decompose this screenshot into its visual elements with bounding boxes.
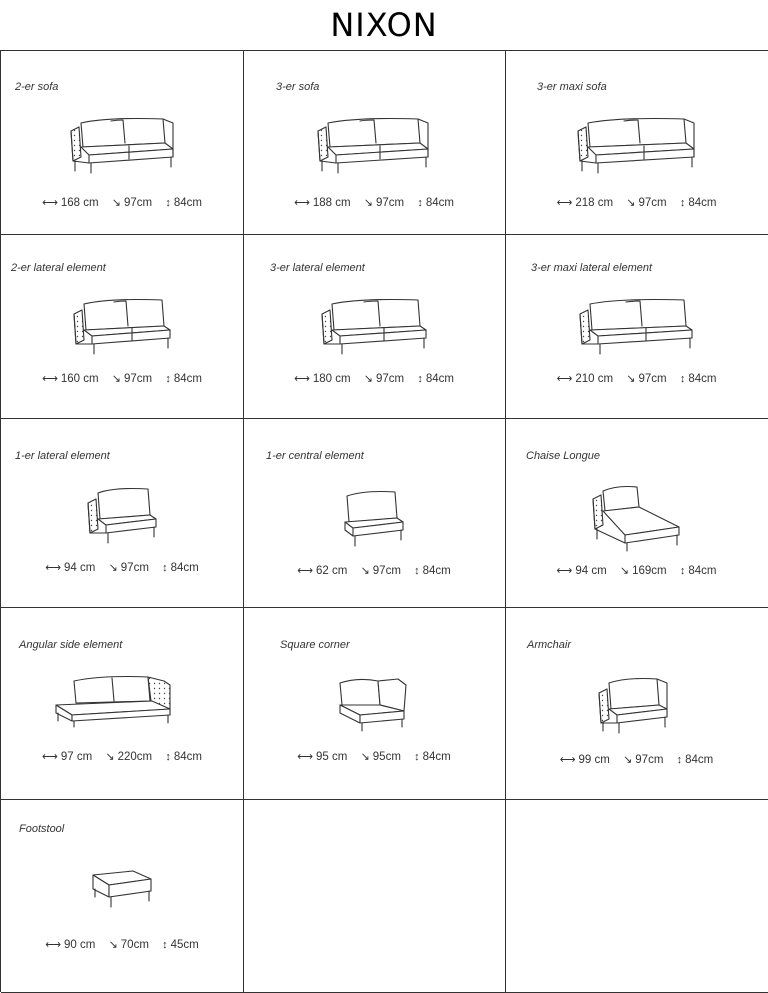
width-arrow-icon: ⟷ [42,197,58,209]
height-arrow-icon: ↕ [417,373,423,385]
height-value: 84cm [173,751,202,763]
width-arrow-icon: ⟷ [45,939,62,951]
sofa-illustration [1,671,243,729]
width-value: 94 cm [575,565,607,577]
height-arrow-icon: ↕ [679,373,686,385]
item-name: Angular side element [19,639,123,651]
dimensions [505,196,768,209]
item-name: 3-er maxi lateral element [531,262,653,274]
cell-3er-sofa[interactable] [243,51,506,235]
width-arrow-icon: ⟷ [42,751,58,763]
dimensions [1,938,243,951]
depth-arrow-icon: ↘ [111,373,121,385]
cell-3er-maxi-lateral-element[interactable] [505,234,768,419]
width-arrow-icon: ⟷ [45,562,62,574]
height-arrow-icon: ↕ [165,373,171,385]
cell-square-corner[interactable] [243,607,506,800]
width-arrow-icon: ⟷ [297,565,314,577]
cell-2er-sofa[interactable] [1,51,244,235]
width-arrow-icon: ⟷ [559,754,576,766]
width-value: 180 cm [312,373,351,385]
width-value: 94 cm [64,562,96,574]
page-title: NIXON [330,6,438,44]
cell-1er-lateral-element[interactable] [1,418,244,608]
product-grid [0,50,768,992]
depth-value: 220cm [117,751,153,763]
dimensions [505,753,768,766]
width-value: 218 cm [575,197,614,209]
cell-3er-maxi-sofa[interactable] [505,51,768,235]
depth-value: 95cm [372,751,401,763]
item-name: Chaise Longue [526,450,601,462]
sofa-illustration [1,113,243,175]
height-arrow-icon: ↕ [162,939,168,951]
width-value: 168 cm [60,197,99,209]
item-name: 3-er lateral element [270,262,365,274]
item-name: 3-er sofa [276,81,320,93]
sofa-illustration [243,294,505,358]
depth-arrow-icon: ↘ [108,562,118,574]
sofa-illustration [1,483,243,547]
depth-arrow-icon: ↘ [363,373,373,385]
dimensions [1,196,243,209]
depth-value: 97cm [375,373,405,385]
width-value: 188 cm [312,197,351,209]
depth-arrow-icon: ↘ [108,939,118,951]
width-arrow-icon: ⟷ [294,197,310,209]
cell-3er-lateral-element[interactable] [243,234,506,419]
dimensions [1,750,243,763]
dimensions [1,561,243,574]
depth-value: 97cm [123,197,153,209]
depth-value: 97cm [638,373,667,385]
height-value: 84cm [173,197,202,209]
item-name: 2-er sofa [15,81,59,93]
depth-value: 97cm [635,754,664,766]
dimensions [243,750,505,763]
height-arrow-icon: ↕ [679,565,686,577]
height-arrow-icon: ↕ [676,754,683,766]
depth-value: 97cm [375,197,405,209]
sofa-illustration [505,483,768,553]
depth-value: 97cm [120,562,149,574]
cell-empty-2 [505,799,768,993]
width-value: 99 cm [578,754,610,766]
sofa-illustration [243,675,505,733]
width-value: 95 cm [316,751,348,763]
depth-value: 97cm [372,565,401,577]
cell-angular-side-element[interactable] [1,607,244,800]
sofa-illustration [505,294,768,358]
height-value: 84cm [688,373,717,385]
depth-arrow-icon: ↘ [626,373,636,385]
depth-arrow-icon: ↘ [111,197,121,209]
dimensions [243,564,505,577]
item-name: Footstool [19,823,65,835]
sofa-illustration [505,113,768,175]
cell-1er-central-element[interactable] [243,418,506,608]
depth-arrow-icon: ↘ [360,751,370,763]
depth-arrow-icon: ↘ [623,754,633,766]
height-arrow-icon: ↕ [417,197,423,209]
height-value: 45cm [170,939,199,951]
cell-2er-lateral-element[interactable] [1,234,244,419]
width-value: 97 cm [60,751,93,763]
height-arrow-icon: ↕ [165,197,171,209]
width-value: 62 cm [316,565,348,577]
width-arrow-icon: ⟷ [556,373,573,385]
sofa-illustration [505,673,768,737]
depth-arrow-icon: ↘ [619,565,630,577]
item-name: 3-er maxi sofa [537,81,607,93]
height-value: 84cm [173,373,202,385]
height-arrow-icon: ↕ [165,751,171,763]
height-value: 84cm [170,562,199,574]
dimensions [505,564,768,577]
cell-chaise-longue[interactable] [505,418,768,608]
depth-arrow-icon: ↘ [626,197,636,209]
depth-value: 169cm [632,565,667,577]
cell-empty-1 [243,799,506,993]
footstool-illustration [1,867,243,913]
depth-value: 97cm [123,373,153,385]
width-value: 210 cm [575,373,614,385]
item-name: Armchair [527,639,572,651]
height-value: 84cm [425,197,454,209]
item-name: 2-er lateral element [11,262,106,274]
dimensions [243,196,505,209]
width-arrow-icon: ⟷ [297,751,314,763]
cell-armchair[interactable] [505,607,768,800]
depth-arrow-icon: ↘ [105,751,115,763]
sofa-illustration [243,488,505,550]
height-value: 84cm [422,565,451,577]
dimensions [1,372,243,385]
width-arrow-icon: ⟷ [42,373,58,385]
width-value: 90 cm [64,939,96,951]
height-arrow-icon: ↕ [414,751,420,763]
width-arrow-icon: ⟷ [556,565,573,577]
sofa-illustration [1,294,243,358]
item-name: 1-er lateral element [15,450,110,462]
depth-value: 70cm [120,939,149,951]
width-value: 160 cm [60,373,99,385]
height-value: 84cm [685,754,714,766]
height-value: 84cm [422,751,451,763]
depth-arrow-icon: ↘ [360,565,370,577]
dimensions [243,372,505,385]
depth-arrow-icon: ↘ [363,197,373,209]
item-name: Square corner [280,639,350,651]
height-arrow-icon: ↕ [162,562,168,574]
dimensions [505,372,768,385]
width-arrow-icon: ⟷ [556,197,573,209]
height-value: 84cm [688,565,717,577]
depth-value: 97cm [638,197,667,209]
height-value: 84cm [425,373,454,385]
width-arrow-icon: ⟷ [294,373,310,385]
height-arrow-icon: ↕ [414,565,420,577]
sofa-illustration [243,113,505,175]
height-value: 84cm [688,197,717,209]
item-name: 1-er central element [266,450,364,462]
height-arrow-icon: ↕ [679,197,686,209]
cell-footstool[interactable] [1,799,244,993]
